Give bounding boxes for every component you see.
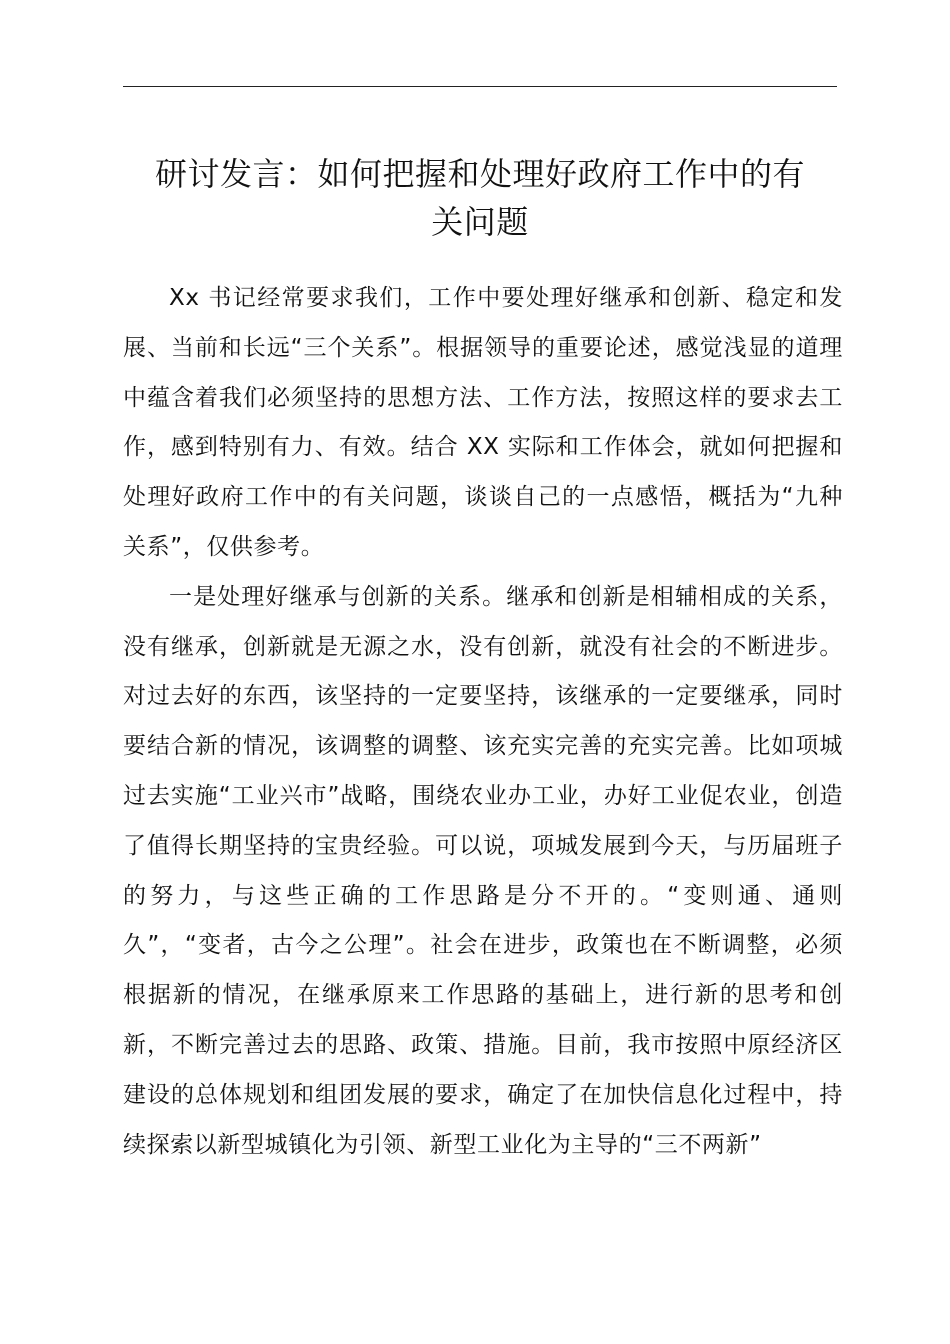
header-rule bbox=[123, 86, 837, 87]
title-line-1: 研讨发言：如何把握和处理好政府工作中的有 bbox=[154, 155, 805, 193]
paragraph-intro: Xx 书记经常要求我们，工作中要处理好继承和创新、稳定和发展、当前和长远“三个关系”。根据领导的重要论述，感觉浅显的道理中蕴含着我们必须坚持的思想方法、工作方法，按照这样的要求去工作，感到特别有力、有效。结合 XX 实际和工作体会，就如何把握和处理好政府工作中的有关问题，谈谈自己的一点感悟，概括为“九种关系”，仅供参考。 bbox=[123, 285, 843, 560]
paragraph-inheritance-innovation: 一是处理好继承与创新的关系。继承和创新是相辅相成的关系，没有继承，创新就是无源之水，没有创新，就没有社会的不断进步。对过去好的东西，该坚持的一定要坚持，该继承的一定要继承，同时要结合新的情况，该调整的调整、该充实完善的充实完善。比如项城过去实施“工业兴市”战略，围绕农业办工业，办好工业促农业，创造了值得长期坚持的宝贵经验。可以说，项城发展到今天，与历届班子的努力，与这些正确的工作思路是分不开的。“变则通、通则久”，“变者，古今之公理”。社会在进步，政策也在不断调整，必须根据新的情况，在继承原来工作思路的基础上，进行新的思考和创新，不断完善过去的思路、政策、措施。目前，我市按照中原经济区建设的总体规划和组团发展的要求，确定了在加快信息化过程中，持续探索以新型城镇化为引领、新型工业化为主导的“三不两新” bbox=[123, 583, 843, 1158]
document-body bbox=[123, 274, 843, 1170]
title-line-2: 关问题 bbox=[431, 203, 529, 241]
document-title bbox=[110, 150, 850, 246]
